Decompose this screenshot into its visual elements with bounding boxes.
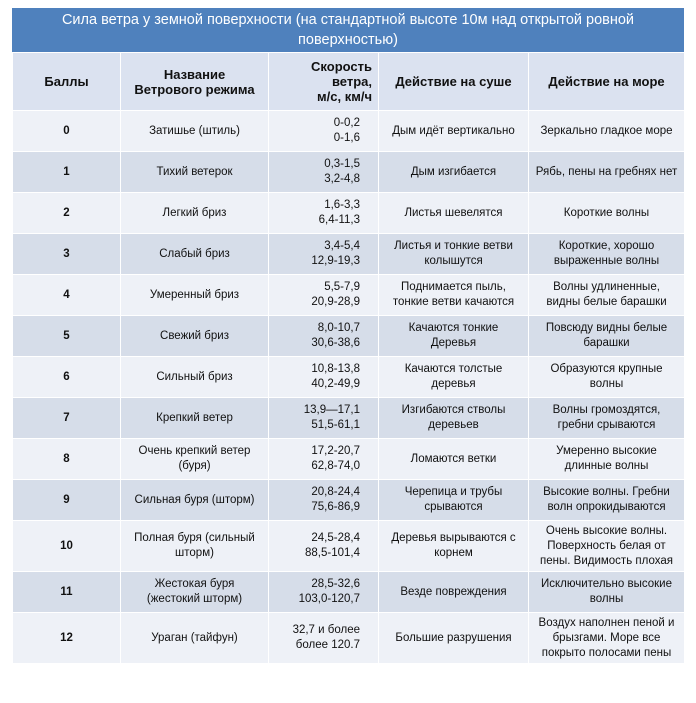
cell-sea xyxy=(529,480,685,521)
cell-sea-line: Повсюду видны белые xyxy=(545,322,668,334)
cell-score: 8 xyxy=(13,439,121,480)
cell-speed xyxy=(269,398,379,439)
cell-speed-line: 103,0-120,7 xyxy=(298,593,360,605)
cell-land xyxy=(379,111,529,152)
cell-land-line: Качаются тонкие xyxy=(408,322,499,334)
cell-name-line: Жестокая буря xyxy=(154,578,235,590)
cell-land xyxy=(379,613,529,664)
cell-land-line: Изгибаются стволы xyxy=(401,404,506,416)
cell-sea-line: Волны удлиненные, xyxy=(553,281,660,293)
cell-land xyxy=(379,234,529,275)
cell-sea xyxy=(529,275,685,316)
header-speed xyxy=(269,53,379,111)
cell-sea xyxy=(529,193,685,234)
cell-sea-line: Образуются крупные xyxy=(550,363,663,375)
cell-score: 0 xyxy=(13,111,121,152)
cell-sea-line: длинные волны xyxy=(564,460,649,472)
cell-speed-line: 88,5-101,4 xyxy=(305,547,360,559)
cell-name xyxy=(121,439,269,480)
cell-speed-line: 62,8-74,0 xyxy=(311,460,360,472)
document xyxy=(12,8,684,664)
cell-speed-line: 6,4-11,3 xyxy=(318,214,360,226)
header-land: Действие на суше xyxy=(379,53,529,111)
cell-land xyxy=(379,521,529,572)
cell-score: 9 xyxy=(13,480,121,521)
cell-name xyxy=(121,480,269,521)
table-row xyxy=(13,275,685,316)
header-speed-line: ветра, xyxy=(331,74,372,89)
cell-speed-line: 17,2-20,7 xyxy=(311,445,360,457)
cell-name-line: (жестокий шторм) xyxy=(146,593,243,605)
cell-sea-line: Исключительно высокие xyxy=(541,578,672,590)
cell-speed-line: 75,6-86,9 xyxy=(311,501,360,513)
cell-name-line: Ураган (тайфун) xyxy=(151,631,238,644)
cell-land xyxy=(379,275,529,316)
cell-land-line: Листья и тонкие ветви xyxy=(394,240,513,252)
cell-score: 12 xyxy=(13,613,121,664)
cell-score: 1 xyxy=(13,152,121,193)
cell-speed-line: 12,9-19,3 xyxy=(311,255,360,267)
cell-name-line: Свежий бриз xyxy=(160,329,229,342)
cell-land-line: деревья xyxy=(431,378,476,390)
cell-sea-line: волны xyxy=(589,593,624,605)
cell-land-line: Большие разрушения xyxy=(395,631,512,644)
cell-name-line: Легкий бриз xyxy=(162,206,227,219)
cell-speed xyxy=(269,521,379,572)
cell-speed-line: 5,5-7,9 xyxy=(324,281,360,293)
table-row xyxy=(13,111,685,152)
cell-sea xyxy=(529,234,685,275)
cell-name xyxy=(121,521,269,572)
cell-speed xyxy=(269,439,379,480)
cell-sea xyxy=(529,152,685,193)
cell-sea xyxy=(529,521,685,572)
table-row xyxy=(13,193,685,234)
cell-name xyxy=(121,275,269,316)
cell-land-line: Листья шевелятся xyxy=(404,206,503,219)
cell-name xyxy=(121,398,269,439)
cell-land xyxy=(379,152,529,193)
cell-score: 6 xyxy=(13,357,121,398)
cell-sea-line: гребни срываются xyxy=(557,419,656,431)
cell-sea-line: покрыто полосами пены xyxy=(541,646,672,659)
cell-name xyxy=(121,613,269,664)
cell-land-line: Черепица и трубы xyxy=(404,486,503,498)
cell-speed-line: 28,5-32,6 xyxy=(311,578,360,590)
cell-name xyxy=(121,572,269,613)
cell-land-line: Качаются толстые xyxy=(404,363,503,375)
cell-name xyxy=(121,152,269,193)
cell-speed xyxy=(269,613,379,664)
cell-name xyxy=(121,193,269,234)
cell-land-line: Деревья вырываются с xyxy=(391,532,516,544)
header-sea: Действие на море xyxy=(529,53,685,111)
cell-speed-line: 0-0,2 xyxy=(333,117,360,129)
cell-land xyxy=(379,316,529,357)
cell-score: 11 xyxy=(13,572,121,613)
cell-land xyxy=(379,398,529,439)
cell-sea-line: Умеренно высокие xyxy=(556,445,657,457)
cell-name-line: Сильная буря (шторм) xyxy=(134,493,255,506)
cell-sea xyxy=(529,398,685,439)
header-name-line: Ветрового режима xyxy=(134,81,255,97)
cell-speed-line: 40,2-49,9 xyxy=(311,378,360,390)
header-row xyxy=(13,53,685,111)
cell-name-line: Умеренный бриз xyxy=(149,288,240,301)
cell-sea-line: Высокие волны. Гребни xyxy=(543,486,670,498)
cell-sea-line: Короткие, хорошо xyxy=(558,240,655,252)
header-speed-line: Скорость xyxy=(311,59,372,74)
cell-sea xyxy=(529,572,685,613)
cell-sea xyxy=(529,357,685,398)
cell-score: 2 xyxy=(13,193,121,234)
cell-score: 10 xyxy=(13,521,121,572)
table-title: Сила ветра у земной поверхности (на стандартной высоте 10м над открытой ровной поверхностью) xyxy=(12,8,684,52)
cell-score: 5 xyxy=(13,316,121,357)
cell-name-line: Сильный бриз xyxy=(156,370,233,383)
table-row xyxy=(13,398,685,439)
cell-speed-line: 0-1,6 xyxy=(333,132,360,144)
table-row xyxy=(13,572,685,613)
cell-name-line: Крепкий ветер xyxy=(156,411,233,424)
cell-name-line: Тихий ветерок xyxy=(156,165,233,178)
cell-name-line: Слабый бриз xyxy=(159,247,230,260)
table-row xyxy=(13,480,685,521)
cell-speed xyxy=(269,275,379,316)
cell-name xyxy=(121,234,269,275)
cell-sea-line: Зеркально гладкое море xyxy=(540,124,673,137)
cell-land xyxy=(379,439,529,480)
cell-speed-line: 13,9—17,1 xyxy=(303,404,360,416)
cell-land-line: деревьев xyxy=(428,419,479,431)
cell-sea xyxy=(529,613,685,664)
table-row xyxy=(13,521,685,572)
cell-speed-line: 8,0-10,7 xyxy=(317,322,360,334)
wind-scale-table xyxy=(12,52,685,664)
cell-land-line: корнем xyxy=(434,547,473,559)
cell-name xyxy=(121,357,269,398)
cell-speed xyxy=(269,357,379,398)
cell-land-line: колышутся xyxy=(424,255,483,267)
cell-sea xyxy=(529,439,685,480)
table-row xyxy=(13,152,685,193)
header-score: Баллы xyxy=(13,53,121,111)
cell-land xyxy=(379,572,529,613)
cell-name-line: Очень крепкий ветер xyxy=(138,445,251,457)
cell-name-line: (буря) xyxy=(178,460,211,472)
cell-speed-line: 24,5-28,4 xyxy=(311,532,360,544)
cell-speed-line: 30,6-38,6 xyxy=(311,337,360,349)
cell-speed xyxy=(269,234,379,275)
table-row xyxy=(13,439,685,480)
cell-land-line: Везде повреждения xyxy=(400,585,507,598)
cell-name xyxy=(121,316,269,357)
cell-land-line: Поднимается пыль, xyxy=(401,281,506,293)
header-name xyxy=(121,53,269,111)
cell-sea-line: Очень высокие волны. xyxy=(545,524,668,537)
cell-speed xyxy=(269,316,379,357)
cell-land-line: Дым изгибается xyxy=(410,165,497,178)
cell-sea-line: Воздух наполнен пеной и xyxy=(538,616,675,629)
cell-sea-line: брызгами. Море все xyxy=(552,631,661,644)
cell-land-line: срываются xyxy=(424,501,483,513)
cell-speed-line: 20,9-28,9 xyxy=(311,296,360,308)
cell-speed xyxy=(269,193,379,234)
table-row xyxy=(13,613,685,664)
cell-sea-line: Поверхность белая от xyxy=(547,539,666,552)
cell-name-line: шторм) xyxy=(175,547,214,559)
cell-sea-line: волн опрокидываются xyxy=(547,501,666,513)
cell-name xyxy=(121,111,269,152)
cell-speed-line: 0,3-1,5 xyxy=(324,158,360,170)
header-speed-line: м/с, км/ч xyxy=(317,89,372,104)
cell-speed xyxy=(269,111,379,152)
cell-speed-line: 10,8-13,8 xyxy=(311,363,360,375)
cell-land-line: Деревья xyxy=(430,337,477,349)
cell-sea-line: Волны громоздятся, xyxy=(552,404,661,416)
cell-speed-line: 51,5-61,1 xyxy=(311,419,360,431)
cell-speed-line: 32,7 и более xyxy=(292,624,360,636)
cell-land xyxy=(379,193,529,234)
cell-sea-line: пены. Видимость плохая xyxy=(540,554,673,567)
table-row xyxy=(13,316,685,357)
table-body xyxy=(13,111,685,664)
cell-speed xyxy=(269,152,379,193)
cell-sea-line: видны белые барашки xyxy=(546,296,667,308)
cell-sea xyxy=(529,111,685,152)
table-row xyxy=(13,357,685,398)
cell-sea-line: Рябь, пены на гребнях нет xyxy=(535,165,678,178)
cell-speed xyxy=(269,480,379,521)
cell-name-line: Затишье (штиль) xyxy=(149,124,240,137)
cell-speed-line: 3,4-5,4 xyxy=(324,240,360,252)
table-row xyxy=(13,234,685,275)
cell-sea-line: выраженные волны xyxy=(553,255,660,267)
cell-land-line: Дым идёт вертикально xyxy=(392,124,515,137)
cell-name-line: Полная буря (сильный xyxy=(134,532,255,544)
cell-speed xyxy=(269,572,379,613)
cell-sea-line: волны xyxy=(589,378,624,390)
cell-speed-line: 1,6-3,3 xyxy=(324,199,360,211)
cell-speed-line: более 120.7 xyxy=(295,639,360,651)
cell-sea-line: барашки xyxy=(583,337,630,349)
cell-speed-line: 3,2-4,8 xyxy=(324,173,360,185)
cell-land-line: тонкие ветви качаются xyxy=(392,296,515,308)
cell-sea xyxy=(529,316,685,357)
cell-score: 3 xyxy=(13,234,121,275)
cell-sea-line: Короткие волны xyxy=(563,206,650,219)
cell-speed-line: 20,8-24,4 xyxy=(311,486,360,498)
cell-land xyxy=(379,480,529,521)
cell-land-line: Ломаются ветки xyxy=(410,452,497,465)
cell-land xyxy=(379,357,529,398)
cell-score: 7 xyxy=(13,398,121,439)
cell-score: 4 xyxy=(13,275,121,316)
header-name-line: Название xyxy=(163,66,226,82)
